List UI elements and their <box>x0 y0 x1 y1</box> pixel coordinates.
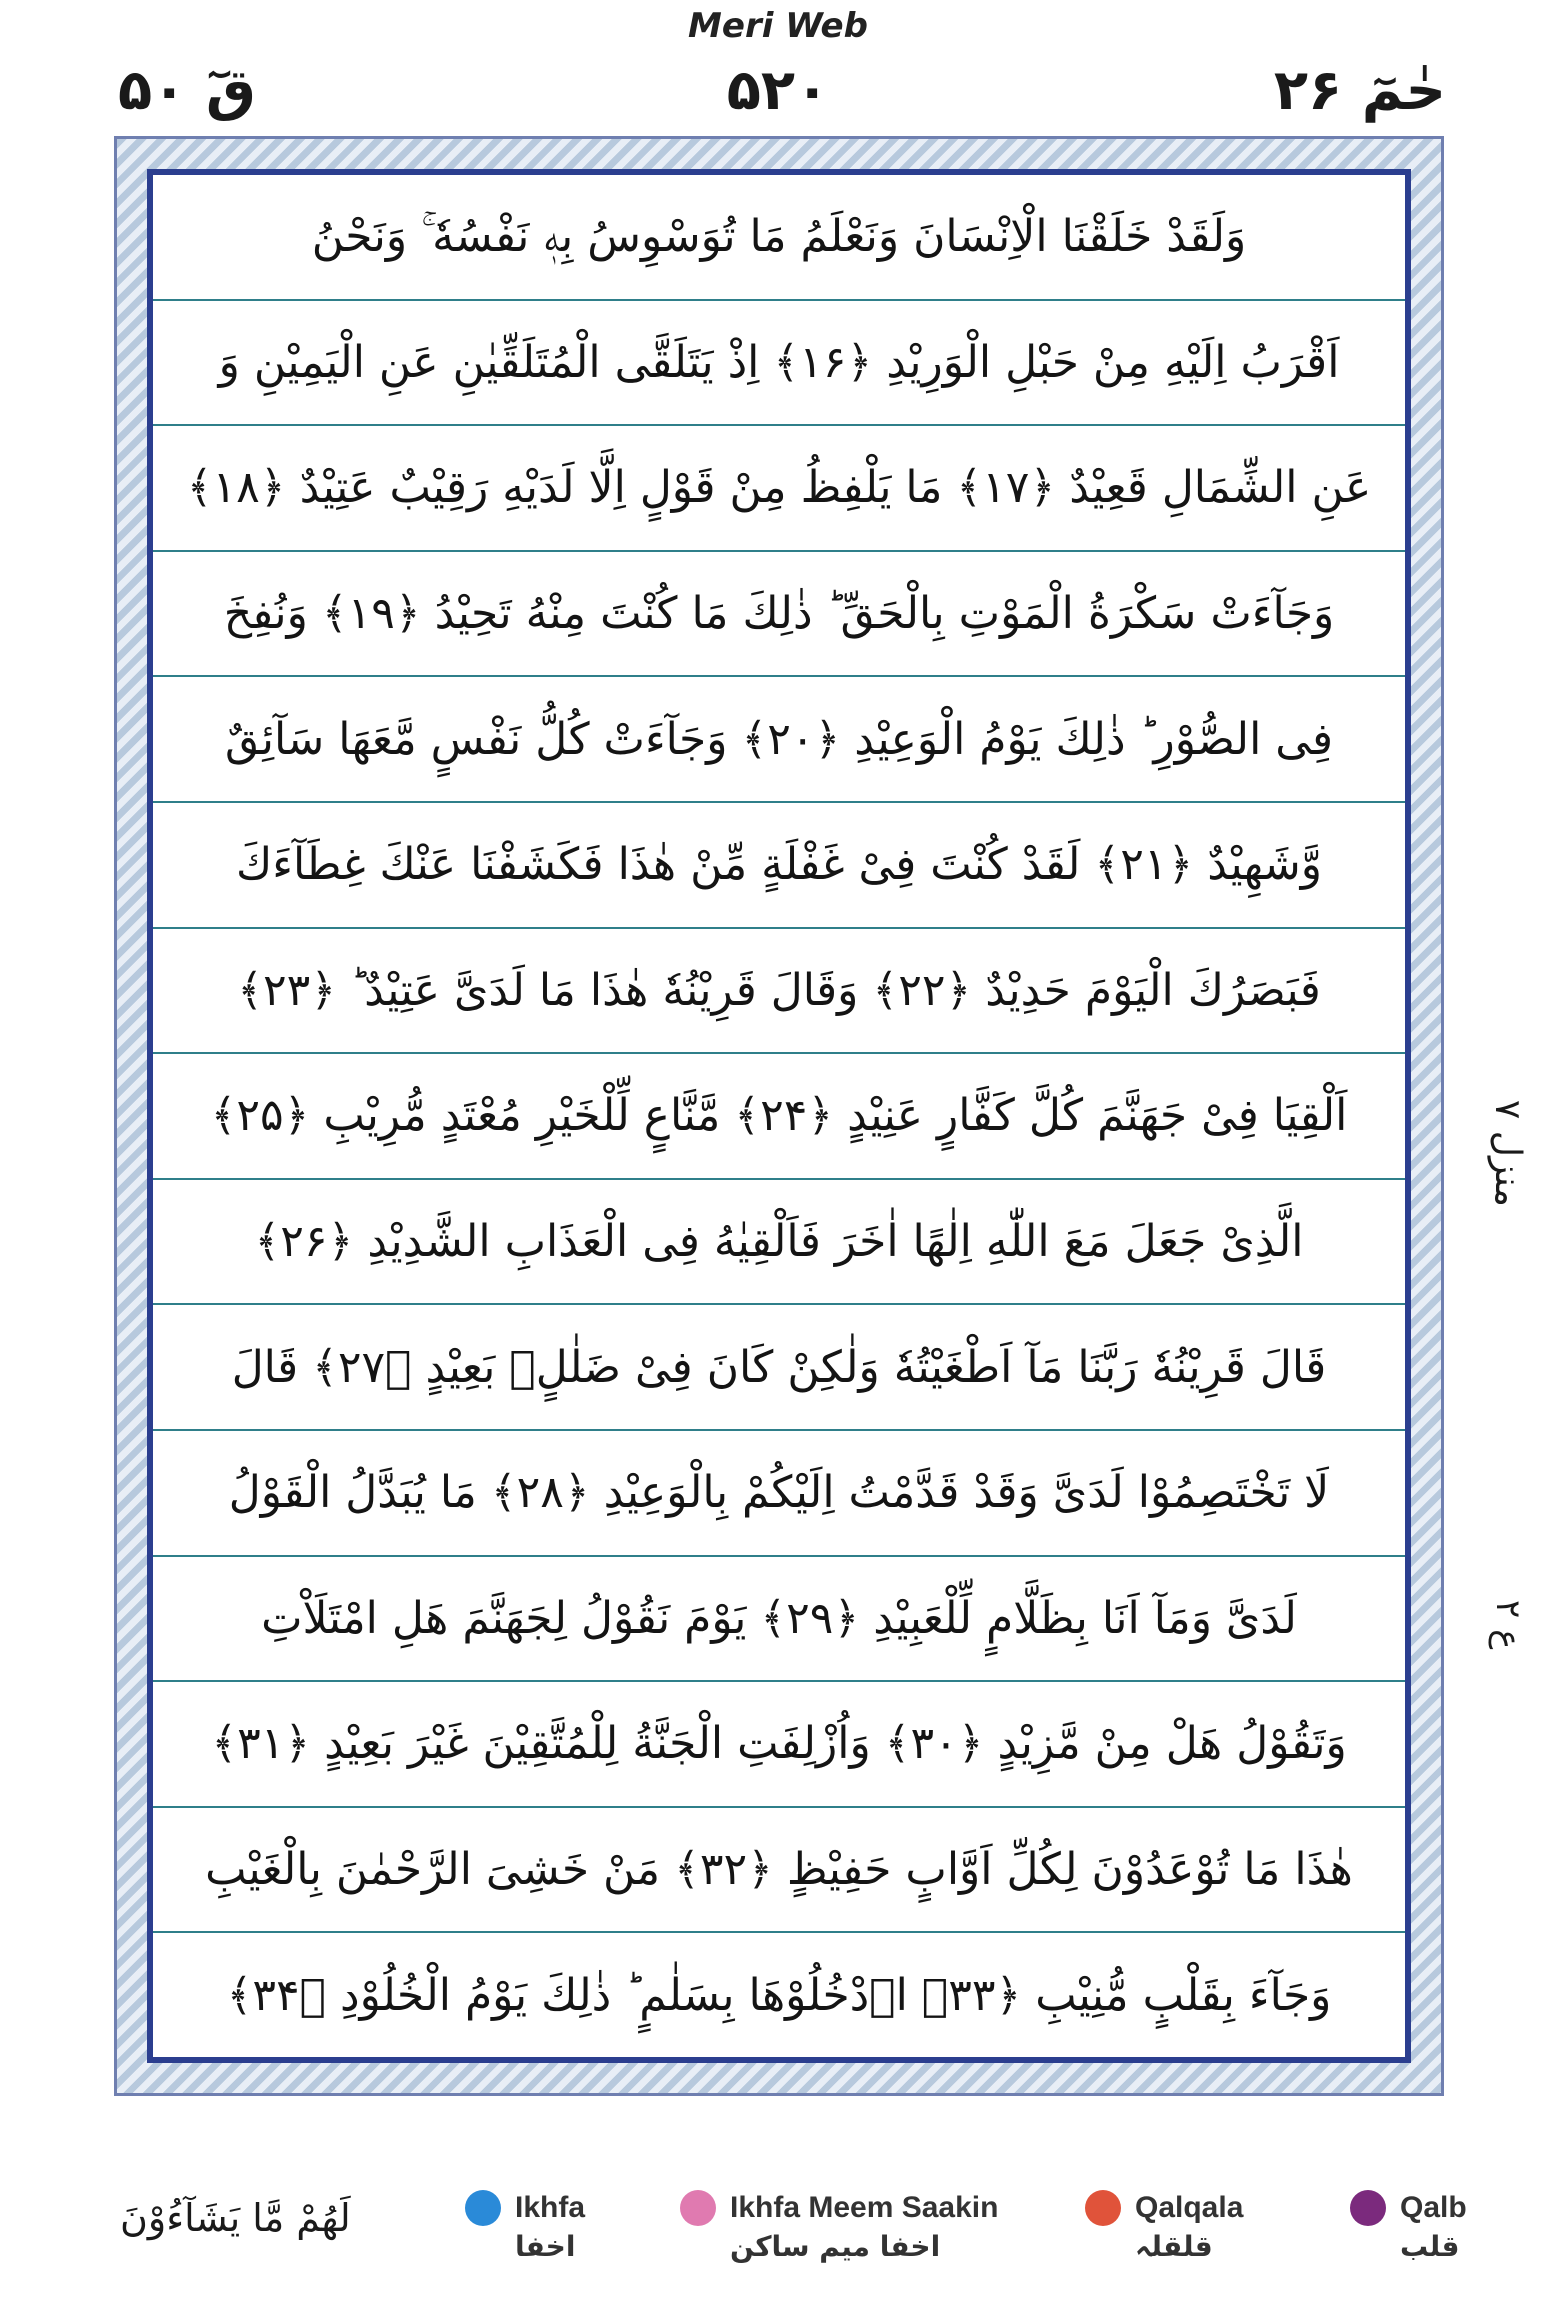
legend-label-en: Qalqala <box>1135 2191 1244 2224</box>
legend-item-ikhfa-meem-saakin <box>680 2190 998 2263</box>
verse-line-text: عَنِ الشِّمَالِ قَعِيْدٌ ﴿۱۷﴾ مَا يَلْفِظُ مِنْ قَوْلٍ اِلَّا لَدَيْهِ رَقِيْبٌ عَتِيْدٌ ﴿۱۸﴾ <box>186 462 1372 514</box>
site-title: Meri Web <box>688 6 868 46</box>
verse-line <box>153 175 1405 301</box>
juz-name: حٰمٓ ۲۶ <box>1273 58 1446 123</box>
ikhfa-meem-saakin-color-dot <box>680 2190 716 2226</box>
verse-line <box>153 1933 1405 2057</box>
legend-label-en: Ikhfa Meem Saakin <box>730 2191 999 2224</box>
legend-label-en: Ikhfa <box>515 2191 586 2224</box>
verse-line-text: الَّذِىْ جَعَلَ مَعَ اللّٰهِ اِلٰهًا اٰخَرَ فَاَلْقِيٰهُ فِى الْعَذَابِ الشَّدِيْدِ ﴿۲۶﴾ <box>254 1216 1304 1268</box>
verse-line <box>153 1431 1405 1557</box>
verse-line <box>153 552 1405 678</box>
verse-line-text: قَالَ قَرِيْنُهٗ رَبَّنَا مَآ اَطْغَيْتُهٗ وَلٰكِنْ كَانَ فِىْ ضَلٰلٍۢ بَعِيْدٍ ﴿۲۷﴾ قَالَ <box>231 1341 1327 1393</box>
verse-line <box>153 1808 1405 1934</box>
legend-label-ur: اخفا <box>515 2230 576 2263</box>
legend-label-en: Qalb <box>1400 2191 1467 2224</box>
surah-name: قٓ ۵۰ <box>118 58 256 123</box>
page-number: ۵۲۰ <box>726 58 830 123</box>
verse-line-text: وَتَقُوْلُ هَلْ مِنْ مَّزِيْدٍ ﴿۳۰﴾ وَاُزْلِفَتِ الْجَنَّةُ لِلْمُتَّقِيْنَ غَيْرَ بَعِيْدٍ ﴿۳۱﴾ <box>211 1718 1347 1770</box>
legend-label-ur: قلب <box>1400 2230 1460 2263</box>
verse-line <box>153 677 1405 803</box>
verse-line-text: وَجَآءَتْ سَكْرَةُ الْمَوْتِ بِالْحَقِّ ؕ ذٰلِكَ مَا كُنْتَ مِنْهُ تَحِيْدُ ﴿۱۹﴾ وَنُفِخَ <box>223 588 1335 640</box>
verse-line <box>153 1180 1405 1306</box>
catchword: لَهُمْ مَّا يَشَآءُوْنَ <box>120 2196 351 2240</box>
verse-line-text: لَدَىَّ وَمَآ اَنَا بِظَلَّامٍ لِّلْعَبِيْدِ ﴿۲۹﴾ يَوْمَ نَقُوْلُ لِجَهَنَّمَ هَلِ امْتَلَاْتِ <box>261 1592 1297 1644</box>
verse-line-text: اَقْرَبُ اِلَيْهِ مِنْ حَبْلِ الْوَرِيْدِ ﴿۱۶﴾ اِذْ يَتَلَقَّى الْمُتَلَقِّيٰنِ عَنِ الْيَمِيْنِ وَ <box>218 336 1340 388</box>
ruku-marker: ع ۲ <box>1488 1600 1528 1650</box>
verse-line-text: فَبَصَرُكَ الْيَوْمَ حَدِيْدٌ ﴿۲۲﴾ وَقَالَ قَرِيْنُهٗ هٰذَا مَا لَدَىَّ عَتِيْدٌ ؕ ﴿۲۳﴾ <box>237 964 1321 1016</box>
verse-line <box>153 1305 1405 1431</box>
verse-line-text: وَلَقَدْ خَلَقْنَا الْاِنْسَانَ وَنَعْلَمُ مَا تُوَسْوِسُ بِهٖ نَفْسُهٗ ۚ وَنَحْنُ <box>311 211 1247 263</box>
legend-item-qalqala <box>1085 2190 1243 2263</box>
page-frame <box>114 136 1444 2096</box>
verse-line <box>153 1557 1405 1683</box>
verse-line-text: لَا تَخْتَصِمُوْا لَدَىَّ وَقَدْ قَدَّمْتُ اِلَيْكُمْ بِالْوَعِيْدِ ﴿۲۸﴾ مَا يُبَدَّلُ الْقَوْلُ <box>228 1467 1330 1519</box>
verse-line <box>153 929 1405 1055</box>
text-area <box>147 169 1411 2063</box>
verse-line <box>153 1682 1405 1808</box>
verse-line <box>153 301 1405 427</box>
qalb-color-dot <box>1350 2190 1386 2226</box>
tajweed-legend <box>110 2190 1467 2290</box>
ikhfa-color-dot <box>465 2190 501 2226</box>
verse-line-text: اَلْقِيَا فِىْ جَهَنَّمَ كُلَّ كَفَّارٍ عَنِيْدٍ ﴿۲۴﴾ مَّنَّاعٍ لِّلْخَيْرِ مُعْتَدٍ مُّرِيْبِ ﴿۲۵﴾ <box>210 1090 1348 1142</box>
verse-line-text: وَجَآءَ بِقَلْبٍ مُّنِيْبِ ﴿۳۳﴾ اۨدْخُلُوْهَا بِسَلٰمٍ ؕ ذٰلِكَ يَوْمُ الْخُلُوْدِ ﴿۳۴﴾ <box>226 1969 1332 2021</box>
qalqala-color-dot <box>1085 2190 1121 2226</box>
legend-item-qalb <box>1350 2190 1467 2263</box>
verse-line-text: فِى الصُّوْرِ ؕ ذٰلِكَ يَوْمُ الْوَعِيْدِ ﴿۲۰﴾ وَجَآءَتْ كُلُّ نَفْسٍ مَّعَهَا سَآئِقٌ <box>225 713 1333 765</box>
legend-label-ur: اخفا میم ساکن <box>730 2230 941 2263</box>
verse-line <box>153 426 1405 552</box>
legend-item-ikhfa <box>465 2190 585 2263</box>
manzil-marker: منزل ۷ <box>1487 1100 1528 1207</box>
verse-line-text: هٰذَا مَا تُوْعَدُوْنَ لِكُلِّ اَوَّابٍ حَفِيْظٍ ﴿۳۲﴾ مَنْ خَشِىَ الرَّحْمٰنَ بِالْغَيْبِ <box>205 1844 1353 1896</box>
verse-line <box>153 803 1405 929</box>
verse-line-text: وَّشَهِيْدٌ ﴿۲۱﴾ لَقَدْ كُنْتَ فِىْ غَفْلَةٍ مِّنْ هٰذَا فَكَشَفْنَا عَنْكَ غِطَآءَكَ <box>236 839 1322 891</box>
verse-line <box>153 1054 1405 1180</box>
legend-label-ur: قلقلہ <box>1135 2230 1213 2263</box>
